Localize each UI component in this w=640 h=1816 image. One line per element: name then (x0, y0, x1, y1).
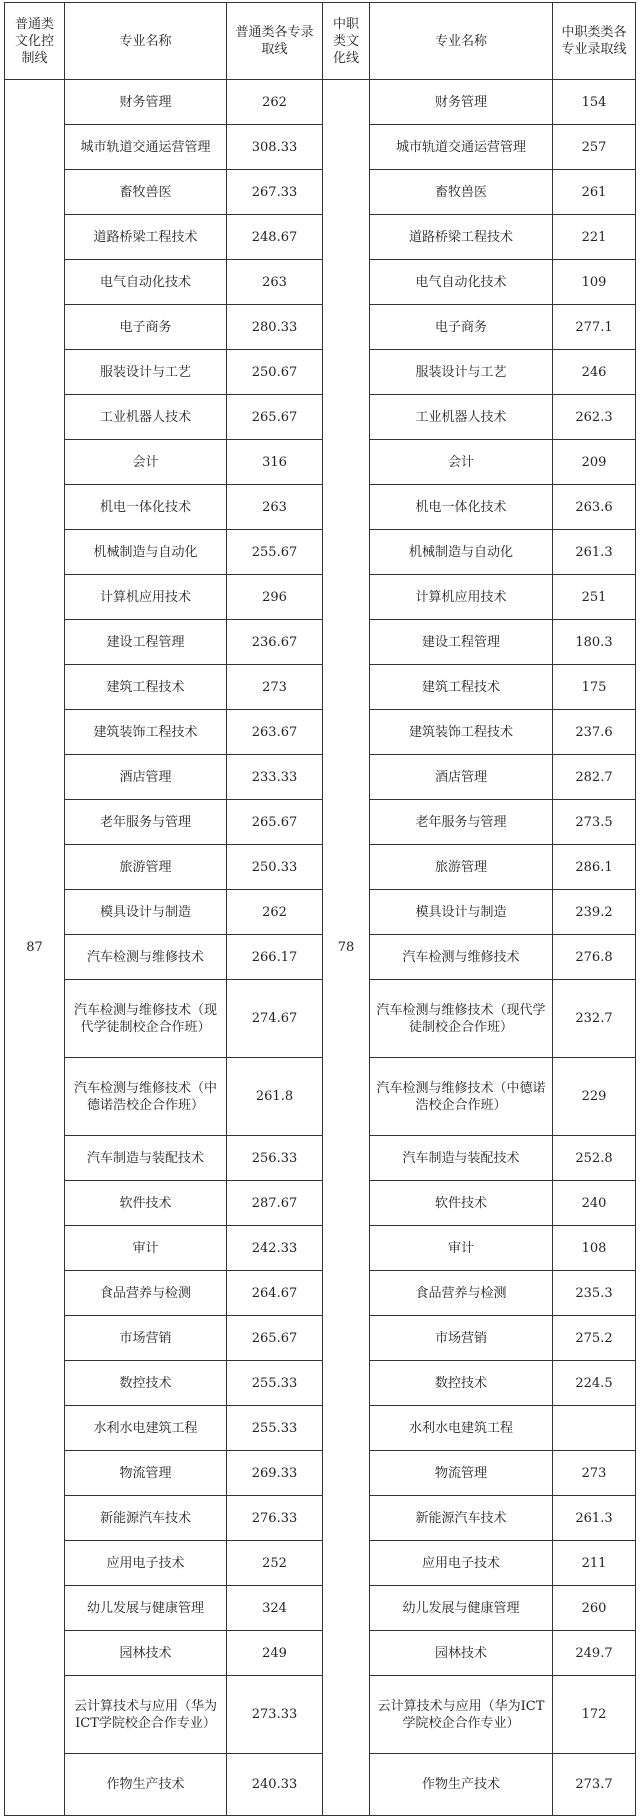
major-name-vocational: 建设工程管理 (370, 620, 553, 665)
score-vocational: 275.2 (553, 1316, 636, 1361)
major-name-vocational: 汽车检测与维修技术（现代学徒制校企合作班） (370, 980, 553, 1058)
score-general: 265.67 (227, 1316, 323, 1361)
major-name-general: 市场营销 (65, 1316, 227, 1361)
major-name-general: 园林技术 (65, 1631, 227, 1676)
header-major-name-general: 专业名称 (65, 3, 227, 80)
table-row (5, 305, 636, 350)
major-name-general: 酒店管理 (65, 755, 227, 800)
score-vocational: 229 (553, 1058, 636, 1136)
major-name-general: 机械制造与自动化 (65, 530, 227, 575)
major-name-vocational: 软件技术 (370, 1181, 553, 1226)
score-general: 252 (227, 1541, 323, 1586)
major-name-general: 审计 (65, 1226, 227, 1271)
score-vocational: 209 (553, 440, 636, 485)
score-general: 263.67 (227, 710, 323, 755)
major-name-general: 物流管理 (65, 1451, 227, 1496)
table-row (5, 620, 636, 665)
score-general: 296 (227, 575, 323, 620)
major-name-vocational: 服装设计与工艺 (370, 350, 553, 395)
major-name-general: 工业机器人技术 (65, 395, 227, 440)
major-name-vocational: 幼儿发展与健康管理 (370, 1586, 553, 1631)
major-name-vocational: 汽车检测与维修技术（中德诺浩校企合作班） (370, 1058, 553, 1136)
major-name-general: 电子商务 (65, 305, 227, 350)
score-vocational: 273.5 (553, 800, 636, 845)
table-header (5, 3, 636, 80)
score-general: 242.33 (227, 1226, 323, 1271)
score-vocational: 263.6 (553, 485, 636, 530)
score-general: 274.67 (227, 980, 323, 1058)
table-row (5, 710, 636, 755)
major-name-vocational: 云计算技术与应用（华为ICT学院校企合作专业） (370, 1676, 553, 1754)
major-name-vocational: 道路桥梁工程技术 (370, 215, 553, 260)
score-general: 250.33 (227, 845, 323, 890)
major-name-vocational: 工业机器人技术 (370, 395, 553, 440)
major-name-general: 建筑工程技术 (65, 665, 227, 710)
major-name-vocational: 计算机应用技术 (370, 575, 553, 620)
score-general: 250.67 (227, 350, 323, 395)
table-row (5, 215, 636, 260)
score-vocational: 261 (553, 170, 636, 215)
table-row (5, 665, 636, 710)
table-row (5, 1181, 636, 1226)
major-name-general: 汽车检测与维修技术（现代学徒制校企合作班） (65, 980, 227, 1058)
table-row (5, 1631, 636, 1676)
score-general: 236.67 (227, 620, 323, 665)
major-name-general: 汽车检测与维修技术 (65, 935, 227, 980)
major-name-general: 水利水电建筑工程 (65, 1406, 227, 1451)
score-vocational: 273.7 (553, 1754, 636, 1816)
major-name-vocational: 园林技术 (370, 1631, 553, 1676)
major-name-general: 应用电子技术 (65, 1541, 227, 1586)
score-general: 255.33 (227, 1361, 323, 1406)
table-row (5, 1406, 636, 1451)
score-general: 240.33 (227, 1754, 323, 1816)
table-row (5, 395, 636, 440)
score-general: 267.33 (227, 170, 323, 215)
table-row (5, 890, 636, 935)
score-general: 276.33 (227, 1496, 323, 1541)
score-vocational: 273 (553, 1451, 636, 1496)
major-name-vocational: 电气自动化技术 (370, 260, 553, 305)
major-name-vocational: 汽车检测与维修技术 (370, 935, 553, 980)
score-general: 248.67 (227, 215, 323, 260)
major-name-vocational: 旅游管理 (370, 845, 553, 890)
major-name-vocational: 应用电子技术 (370, 1541, 553, 1586)
header-general-control-line: 普通类文化控制线 (5, 3, 65, 80)
table-row (5, 575, 636, 620)
score-general: 261.8 (227, 1058, 323, 1136)
table-row (5, 1496, 636, 1541)
score-vocational: 260 (553, 1586, 636, 1631)
major-name-general: 模具设计与制造 (65, 890, 227, 935)
score-vocational: 108 (553, 1226, 636, 1271)
major-name-general: 软件技术 (65, 1181, 227, 1226)
table-row (5, 1676, 636, 1754)
score-general: 263 (227, 485, 323, 530)
score-vocational: 224.5 (553, 1361, 636, 1406)
table-row (5, 1361, 636, 1406)
major-name-general: 汽车检测与维修技术（中德诺浩校企合作班） (65, 1058, 227, 1136)
score-general: 255.67 (227, 530, 323, 575)
major-name-vocational: 建筑装饰工程技术 (370, 710, 553, 755)
score-vocational: 211 (553, 1541, 636, 1586)
admission-score-table (4, 2, 636, 1816)
major-name-vocational: 新能源汽车技术 (370, 1496, 553, 1541)
major-name-vocational: 食品营养与检测 (370, 1271, 553, 1316)
table-row (5, 260, 636, 305)
major-name-general: 汽车制造与装配技术 (65, 1136, 227, 1181)
score-vocational: 249.7 (553, 1631, 636, 1676)
major-name-general: 作物生产技术 (65, 1754, 227, 1816)
score-vocational: 240 (553, 1181, 636, 1226)
score-general: 269.33 (227, 1451, 323, 1496)
major-name-general: 建筑装饰工程技术 (65, 710, 227, 755)
score-general: 308.33 (227, 125, 323, 170)
table-row (5, 440, 636, 485)
major-name-general: 畜牧兽医 (65, 170, 227, 215)
table-row (5, 1271, 636, 1316)
table-row (5, 1136, 636, 1181)
score-vocational: 262.3 (553, 395, 636, 440)
major-name-general: 机电一体化技术 (65, 485, 227, 530)
table-row (5, 80, 636, 125)
major-name-vocational: 建筑工程技术 (370, 665, 553, 710)
score-vocational: 221 (553, 215, 636, 260)
table-row (5, 1316, 636, 1361)
major-name-general: 新能源汽车技术 (65, 1496, 227, 1541)
major-name-general: 财务管理 (65, 80, 227, 125)
major-name-vocational: 畜牧兽医 (370, 170, 553, 215)
major-name-vocational: 电子商务 (370, 305, 553, 350)
major-name-vocational: 城市轨道交通运营管理 (370, 125, 553, 170)
table-row (5, 1586, 636, 1631)
vocational-control-value: 78 (323, 80, 370, 1816)
table-row (5, 350, 636, 395)
score-vocational: 282.7 (553, 755, 636, 800)
score-vocational: 109 (553, 260, 636, 305)
header-major-name-vocational: 专业名称 (370, 3, 553, 80)
score-general: 265.67 (227, 800, 323, 845)
score-general: 255.33 (227, 1406, 323, 1451)
score-general: 266.17 (227, 935, 323, 980)
table-row (5, 1451, 636, 1496)
score-general: 233.33 (227, 755, 323, 800)
table-row (5, 1754, 636, 1816)
major-name-vocational: 汽车制造与装配技术 (370, 1136, 553, 1181)
major-name-vocational: 物流管理 (370, 1451, 553, 1496)
major-name-vocational: 市场营销 (370, 1316, 553, 1361)
score-vocational: 277.1 (553, 305, 636, 350)
major-name-general: 数控技术 (65, 1361, 227, 1406)
score-vocational: 239.2 (553, 890, 636, 935)
table-body (5, 80, 636, 1816)
major-name-general: 会计 (65, 440, 227, 485)
major-name-vocational: 酒店管理 (370, 755, 553, 800)
header-row (5, 3, 636, 80)
score-general: 262 (227, 80, 323, 125)
score-vocational: 246 (553, 350, 636, 395)
score-vocational: 232.7 (553, 980, 636, 1058)
major-name-vocational: 审计 (370, 1226, 553, 1271)
score-vocational: 251 (553, 575, 636, 620)
score-general: 273.33 (227, 1676, 323, 1754)
major-name-general: 服装设计与工艺 (65, 350, 227, 395)
table-row (5, 170, 636, 215)
score-vocational (553, 1406, 636, 1451)
header-general-score: 普通类各专录取线 (227, 3, 323, 80)
score-general: 316 (227, 440, 323, 485)
major-name-vocational: 会计 (370, 440, 553, 485)
header-vocational-score: 中职类类各专业录取线 (553, 3, 636, 80)
major-name-general: 计算机应用技术 (65, 575, 227, 620)
score-general: 262 (227, 890, 323, 935)
general-control-value: 87 (5, 80, 65, 1816)
table-row (5, 935, 636, 980)
major-name-vocational: 老年服务与管理 (370, 800, 553, 845)
score-vocational: 180.3 (553, 620, 636, 665)
score-general: 273 (227, 665, 323, 710)
major-name-general: 电气自动化技术 (65, 260, 227, 305)
major-name-general: 道路桥梁工程技术 (65, 215, 227, 260)
major-name-vocational: 作物生产技术 (370, 1754, 553, 1816)
score-vocational: 154 (553, 80, 636, 125)
major-name-general: 幼儿发展与健康管理 (65, 1586, 227, 1631)
score-general: 265.67 (227, 395, 323, 440)
major-name-vocational: 机电一体化技术 (370, 485, 553, 530)
major-name-vocational: 水利水电建筑工程 (370, 1406, 553, 1451)
score-general: 249 (227, 1631, 323, 1676)
table-row (5, 845, 636, 890)
table-row (5, 485, 636, 530)
score-general: 256.33 (227, 1136, 323, 1181)
table-row (5, 1541, 636, 1586)
major-name-vocational: 模具设计与制造 (370, 890, 553, 935)
table-row (5, 1058, 636, 1136)
score-vocational: 261.3 (553, 1496, 636, 1541)
score-vocational: 261.3 (553, 530, 636, 575)
score-vocational: 276.8 (553, 935, 636, 980)
table-row (5, 125, 636, 170)
score-vocational: 257 (553, 125, 636, 170)
score-general: 263 (227, 260, 323, 305)
header-vocational-control-line: 中职类文化线 (323, 3, 370, 80)
major-name-general: 老年服务与管理 (65, 800, 227, 845)
score-general: 264.67 (227, 1271, 323, 1316)
major-name-general: 云计算技术与应用（华为ICT学院校企合作专业） (65, 1676, 227, 1754)
score-vocational: 252.8 (553, 1136, 636, 1181)
table-row (5, 980, 636, 1058)
major-name-vocational: 机械制造与自动化 (370, 530, 553, 575)
score-vocational: 235.3 (553, 1271, 636, 1316)
score-vocational: 172 (553, 1676, 636, 1754)
score-general: 324 (227, 1586, 323, 1631)
major-name-general: 旅游管理 (65, 845, 227, 890)
score-vocational: 286.1 (553, 845, 636, 890)
major-name-vocational: 数控技术 (370, 1361, 553, 1406)
table-row (5, 1226, 636, 1271)
major-name-general: 城市轨道交通运营管理 (65, 125, 227, 170)
table-row (5, 530, 636, 575)
score-general: 287.67 (227, 1181, 323, 1226)
major-name-general: 建设工程管理 (65, 620, 227, 665)
table-row (5, 755, 636, 800)
score-vocational: 175 (553, 665, 636, 710)
score-vocational: 237.6 (553, 710, 636, 755)
table-row (5, 800, 636, 845)
score-general: 280.33 (227, 305, 323, 350)
major-name-general: 食品营养与检测 (65, 1271, 227, 1316)
major-name-vocational: 财务管理 (370, 80, 553, 125)
